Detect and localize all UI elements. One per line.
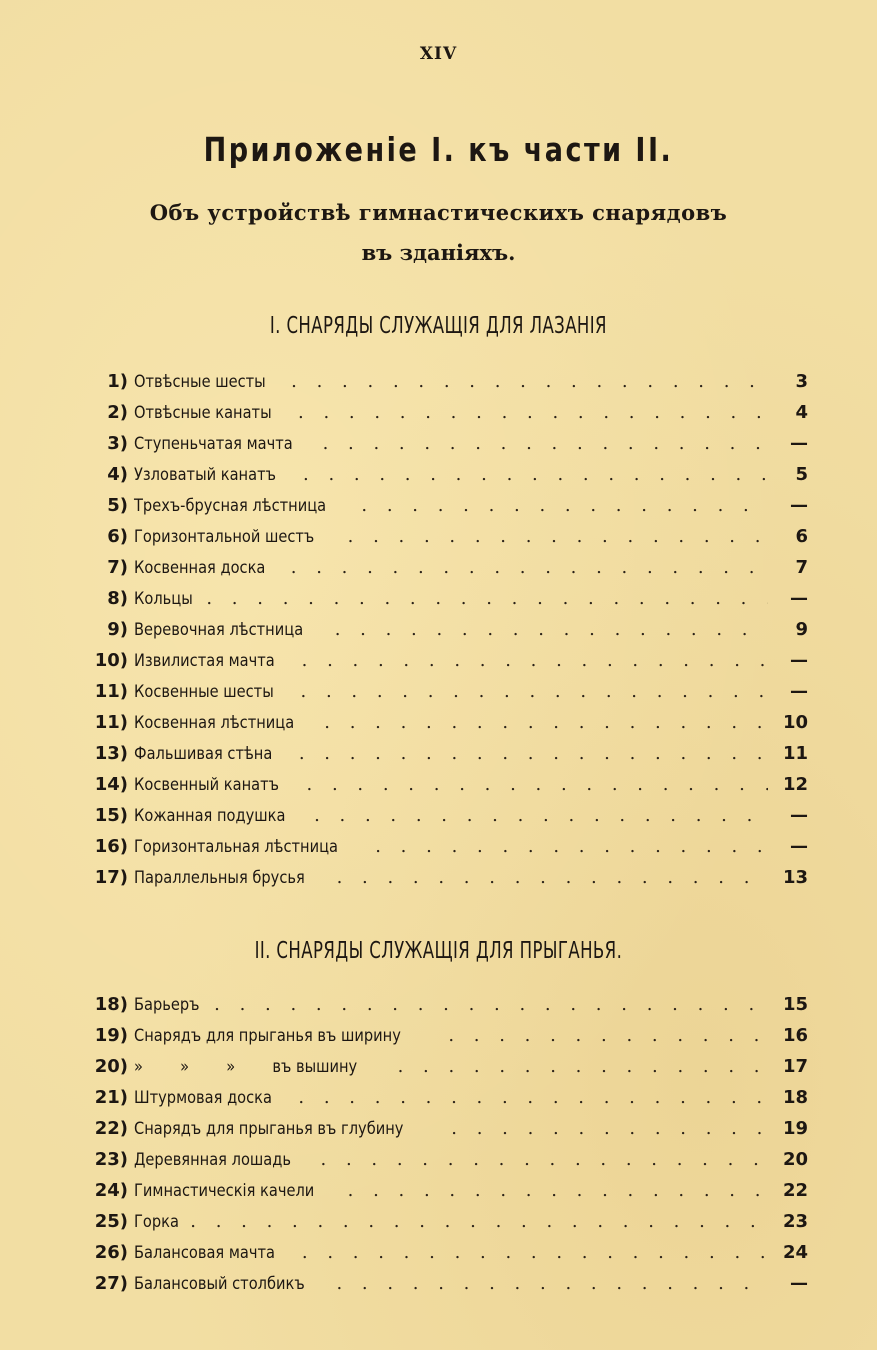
- item-number: 23): [94, 1149, 128, 1170]
- toc-row: [78, 994, 808, 1025]
- item-number: 26): [94, 1242, 128, 1263]
- toc-row: [78, 1025, 808, 1056]
- item-title: Горка: [134, 1212, 179, 1232]
- toc-row: [78, 774, 808, 805]
- item-title: Горизонтальная лѣстница: [134, 837, 339, 857]
- item-number: 8): [107, 588, 128, 609]
- item-title: Ступеньчатая мачта: [134, 434, 293, 454]
- dot-leader: [302, 1242, 768, 1264]
- toc-row: [78, 1242, 808, 1273]
- dot-leader: [451, 1118, 768, 1140]
- item-page: —: [790, 805, 808, 826]
- item-number: 27): [94, 1273, 128, 1294]
- item-number: 7): [107, 557, 128, 578]
- dot-leader: [298, 402, 768, 424]
- item-title: Штурмовая доска: [134, 1088, 272, 1108]
- item-page: 4: [795, 402, 808, 423]
- toc-row: [78, 712, 808, 743]
- item-title: Деревянная лошадь: [134, 1150, 291, 1170]
- item-number: 15): [94, 805, 128, 826]
- item-title: Фальшивая стѣна: [134, 744, 273, 764]
- toc-row: [78, 1056, 808, 1087]
- subheading-line-1: Объ устройствѣ гимнастическихъ снарядовъ: [149, 200, 728, 225]
- item-number: 22): [94, 1118, 128, 1139]
- item-title: Отвѣсные шесты: [134, 372, 266, 392]
- item-page: —: [790, 681, 808, 702]
- section-title-jumping: II. СНАРЯДЫ СЛУЖАЩІЯ ДЛЯ ПРЫГАНЬЯ.: [254, 938, 623, 964]
- dot-leader: [337, 867, 768, 889]
- item-title: Косвенная доска: [134, 558, 266, 578]
- toc-row: [78, 1087, 808, 1118]
- item-title: Снарядъ для прыганья въ глубину: [134, 1119, 404, 1139]
- dot-leader: [348, 1180, 768, 1202]
- section-title-climbing: I. СНАРЯДЫ СЛУЖАЩІЯ ДЛЯ ЛАЗАНІЯ: [269, 313, 607, 339]
- item-number: 20): [94, 1056, 128, 1077]
- toc-row: [78, 1149, 808, 1180]
- item-title: Косвенные шесты: [134, 682, 274, 702]
- item-page: —: [790, 836, 808, 857]
- item-title: Отвѣсные канаты: [134, 403, 272, 423]
- item-number: 14): [94, 774, 128, 795]
- item-title: Балансовая мачта: [134, 1243, 275, 1263]
- toc-row: [78, 433, 808, 464]
- toc-row: [78, 371, 808, 402]
- toc-row: [78, 402, 808, 433]
- toc-row: [78, 805, 808, 836]
- dot-leader: [303, 464, 768, 486]
- dot-leader: [291, 371, 768, 393]
- item-page: 22: [782, 1180, 808, 1201]
- toc-row: [78, 464, 808, 495]
- item-title: Горизонтальной шестъ: [134, 527, 315, 547]
- item-page: 5: [795, 464, 808, 485]
- item-number: 9): [107, 619, 128, 640]
- item-number: 5): [107, 495, 128, 516]
- item-number: 4): [107, 464, 128, 485]
- dot-leader: [348, 526, 768, 548]
- toc-row: [78, 588, 808, 619]
- toc-row: [78, 526, 808, 557]
- item-page: 6: [795, 526, 808, 547]
- dot-leader: [214, 994, 768, 1016]
- item-title: Косвенная лѣстница: [134, 713, 295, 733]
- page-number: XIV: [419, 44, 458, 64]
- toc-row: [78, 650, 808, 681]
- item-title: Параллельныя брусья: [134, 868, 305, 888]
- dot-leader: [314, 805, 768, 827]
- dot-leader: [375, 836, 768, 858]
- dot-leader: [448, 1025, 768, 1047]
- item-page: —: [790, 650, 808, 671]
- item-page: 18: [782, 1087, 808, 1108]
- dot-leader: [324, 712, 768, 734]
- appendix-heading: Приложеніе I. къ части II.: [203, 130, 674, 169]
- item-title: Балансовый столбикъ: [134, 1274, 305, 1294]
- item-title: Кольцы: [134, 589, 193, 609]
- item-number: 2): [107, 402, 128, 423]
- item-number: 17): [94, 867, 128, 888]
- item-page: —: [790, 1273, 808, 1294]
- item-number: 3): [107, 433, 128, 454]
- dot-leader: [361, 495, 768, 517]
- toc-row: [78, 836, 808, 867]
- item-page: 24: [782, 1242, 808, 1263]
- dot-leader: [335, 619, 768, 641]
- item-number: 13): [94, 743, 128, 764]
- item-page: 10: [782, 712, 808, 733]
- toc-row: [78, 681, 808, 712]
- dot-leader: [190, 1211, 768, 1233]
- item-number: 11): [94, 681, 128, 702]
- dot-leader: [298, 1087, 768, 1109]
- toc-row: [78, 743, 808, 774]
- item-number: 6): [107, 526, 128, 547]
- item-page: —: [790, 495, 808, 516]
- item-number: 16): [94, 836, 128, 857]
- item-page: 20: [782, 1149, 808, 1170]
- item-title: Косвенный канатъ: [134, 775, 279, 795]
- dot-leader: [299, 743, 768, 765]
- dot-leader: [398, 1056, 768, 1078]
- dot-leader: [307, 774, 768, 796]
- item-number: 21): [94, 1087, 128, 1108]
- item-page: 16: [782, 1025, 808, 1046]
- item-title: » » » въ вышину: [134, 1057, 358, 1077]
- item-number: 11): [94, 712, 128, 733]
- toc-row: [78, 1180, 808, 1211]
- item-number: 1): [107, 371, 128, 392]
- toc-row: [78, 495, 808, 526]
- item-number: 25): [94, 1211, 128, 1232]
- toc-climbing: [78, 371, 808, 898]
- item-title: Трехъ-брусная лѣстница: [134, 496, 327, 516]
- subheading-line-2: въ зданіяхъ.: [361, 240, 516, 265]
- item-page: 15: [782, 994, 808, 1015]
- dot-leader: [206, 588, 768, 610]
- item-number: 24): [94, 1180, 128, 1201]
- toc-row: [78, 557, 808, 588]
- toc-jumping: [78, 994, 808, 1304]
- item-page: 11: [782, 743, 808, 764]
- item-title: Снарядъ для прыганья въ ширину: [134, 1026, 401, 1046]
- item-page: 23: [782, 1211, 808, 1232]
- item-title: Веревочная лѣстница: [134, 620, 304, 640]
- item-page: 13: [782, 867, 808, 888]
- item-page: 3: [795, 371, 808, 392]
- dot-leader: [302, 650, 768, 672]
- item-number: 19): [94, 1025, 128, 1046]
- toc-row: [78, 867, 808, 898]
- toc-row: [78, 1211, 808, 1242]
- dot-leader: [301, 681, 769, 703]
- toc-row: [78, 1118, 808, 1149]
- dot-leader: [321, 1149, 768, 1171]
- dot-leader: [291, 557, 768, 579]
- item-page: 17: [782, 1056, 808, 1077]
- item-page: 7: [795, 557, 808, 578]
- item-title: Гимнастическія качели: [134, 1181, 315, 1201]
- item-title: Кожанная подушка: [134, 806, 286, 826]
- dot-leader: [323, 433, 768, 455]
- item-page: —: [790, 588, 808, 609]
- item-number: 10): [94, 650, 128, 671]
- item-number: 18): [94, 994, 128, 1015]
- item-title: Извилистая мачта: [134, 651, 275, 671]
- item-page: —: [790, 433, 808, 454]
- toc-row: [78, 1273, 808, 1304]
- item-page: 9: [795, 619, 808, 640]
- toc-row: [78, 619, 808, 650]
- item-title: Барьеръ: [134, 995, 200, 1015]
- dot-leader: [336, 1273, 768, 1295]
- item-page: 19: [782, 1118, 808, 1139]
- item-page: 12: [782, 774, 808, 795]
- item-title: Узловатый канатъ: [134, 465, 276, 485]
